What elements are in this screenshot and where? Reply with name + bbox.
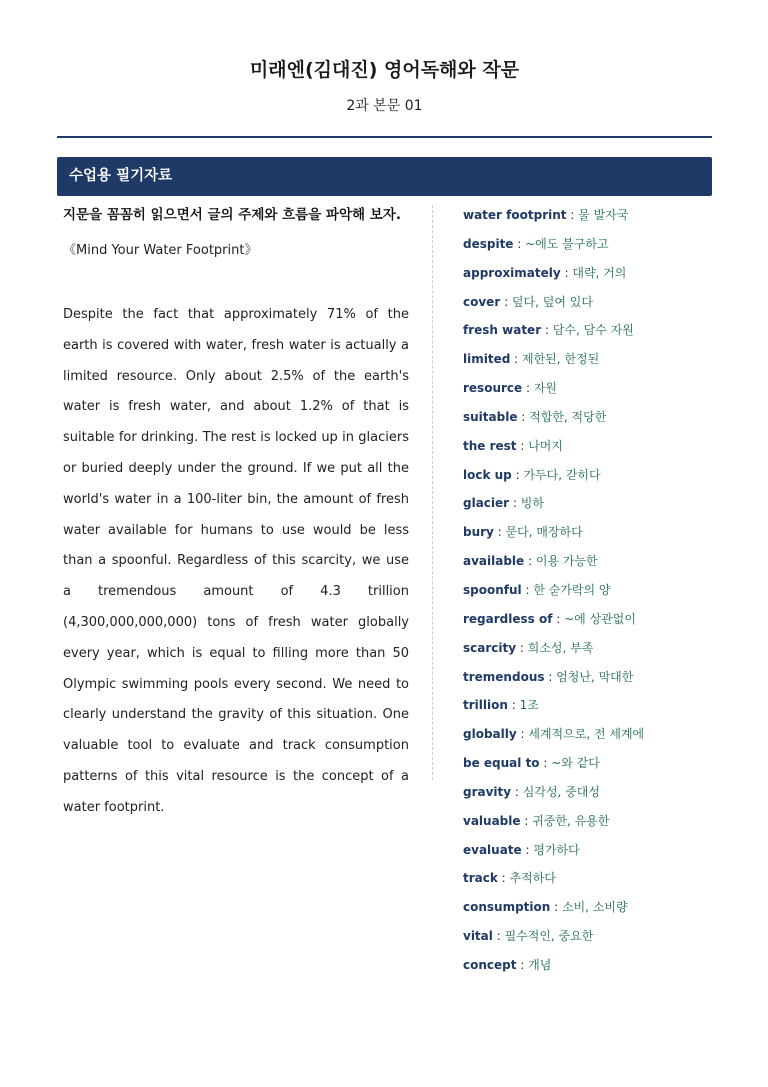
vocab-separator: : (500, 294, 512, 309)
vocab-item (463, 263, 713, 292)
vocab-separator: : (510, 352, 522, 367)
vocab-word: globally (463, 727, 517, 742)
vocab-item (463, 580, 713, 609)
vocab-separator: : (524, 554, 536, 569)
vocab-meaning: 추적하다 (509, 871, 556, 886)
vocab-separator: : (492, 929, 505, 944)
vocab-meaning: 1조 (519, 698, 539, 713)
vocab-word: suitable (463, 409, 518, 424)
vocab-separator: : (539, 756, 552, 771)
vocab-word: approximately (463, 265, 561, 280)
vocab-meaning: 나머지 (528, 438, 563, 453)
vocab-word: spoonful (463, 582, 522, 597)
vocab-item (463, 782, 713, 811)
vocab-word: concept (463, 957, 517, 972)
vocab-separator: : (550, 900, 562, 915)
vocab-separator: : (552, 611, 565, 626)
vocab-meaning: ~에도 불구하고 (525, 236, 609, 251)
vocab-separator: : (516, 640, 528, 655)
page-subtitle: 2과 본문 01 (346, 98, 423, 114)
vocab-meaning: 적합한, 적당한 (529, 409, 607, 424)
vocab-word: lock up (463, 467, 512, 482)
vocab-separator: : (544, 669, 557, 684)
vocab-separator: : (513, 236, 526, 251)
vocab-item (463, 551, 713, 580)
vocab-word: be equal to (463, 756, 540, 771)
header-divider (57, 136, 712, 138)
instruction-text: 지문을 꼼꼼히 읽으면서 글의 주제와 흐름을 파악해 보자. (63, 207, 401, 223)
vocab-item (463, 724, 713, 753)
vocab-meaning: 대략, 거의 (572, 265, 627, 280)
vocab-item (463, 868, 713, 897)
vocab-word: tremendous (463, 669, 545, 684)
vocab-meaning: 제한된, 한정된 (521, 352, 600, 367)
vocab-item (463, 349, 713, 378)
vocab-word: regardless of (463, 611, 553, 626)
vocab-meaning: 엄청난, 막대한 (556, 669, 634, 684)
vocab-meaning: 물 발자국 (578, 208, 629, 222)
vocab-word: fresh water (463, 323, 542, 338)
vocab-item (463, 955, 713, 984)
vocab-separator: : (521, 582, 534, 597)
page-title: 미래엔(김대진) 영어독해와 작문 (249, 59, 520, 81)
vocab-item (463, 436, 713, 465)
vocab-item (463, 465, 713, 494)
vocab-word: limited (463, 352, 511, 367)
vocab-separator: : (516, 438, 529, 453)
vocab-word: bury (463, 525, 494, 540)
vocab-meaning: 한 숟가락의 양 (533, 582, 611, 597)
vocab-word: glacier (463, 496, 510, 511)
vocab-meaning: 심각성, 중대성 (522, 784, 600, 799)
vocab-word: cover (463, 294, 501, 309)
vocab-meaning: 자원 (533, 381, 558, 396)
vocab-word: the rest (463, 438, 517, 453)
vocab-meaning: 개념 (528, 957, 552, 972)
vocab-separator: : (520, 813, 533, 828)
vocab-separator: : (522, 381, 534, 396)
passage-column (63, 204, 409, 824)
vocab-word: track (463, 871, 498, 886)
vocab-meaning: 가두다, 갇히다 (523, 467, 601, 482)
vocab-meaning: 귀중한, 유용한 (532, 813, 610, 828)
vocab-item (463, 926, 713, 955)
vocab-item (463, 205, 713, 234)
page-header (57, 56, 712, 116)
vocab-item (463, 609, 713, 638)
vocab-meaning: 소비, 소비량 (562, 900, 628, 915)
vocab-separator: : (493, 525, 506, 540)
passage-title: 《Mind Your Water Footprint》 (63, 243, 258, 258)
vocab-separator: : (516, 727, 529, 742)
vocab-item (463, 378, 713, 407)
vocab-word: trillion (463, 698, 508, 713)
vocab-item (463, 493, 713, 522)
vocab-meaning: 필수적인, 중요한 (504, 929, 594, 944)
vocab-meaning: ~와 같다 (551, 756, 600, 771)
vocab-item (463, 753, 713, 782)
vocab-meaning: 빙하 (520, 496, 544, 511)
passage-text: Despite the fact that approximately 71% of the earth is covered with water, fresh water is actually a limited resource. Only about 2.5% of the earth's water is fresh water, and about 1.2% of that is suitable for drinking. The rest is locked up in glaciers or buried deeply under the ground. If we put all the world's water in a 100-liter bin, the amount of fresh water available for humans to use would be less than a spoonful. Regardless of this scarcity, we use a tremendous amount of 4.3 trillion (4,300,000,000,000) tons of fresh water globally every year, which is equal to filling more than 50 Olympic swimming pools every second. We need to clearly understand the gravity of this situation. One valuable tool to evaluate and track consumption patterns of this vital resource is the concept of a water footprint. (63, 307, 409, 815)
vocab-separator: : (516, 957, 529, 972)
vocab-separator: : (497, 871, 510, 886)
vocab-separator: : (541, 323, 553, 338)
vocab-meaning: 이용 가능한 (535, 554, 598, 569)
vocab-word: valuable (463, 813, 521, 828)
section-banner: 수업용 필기자료 (57, 157, 712, 196)
vocab-separator: : (511, 784, 523, 799)
vocab-item (463, 320, 713, 349)
vocab-word: available (463, 554, 525, 569)
vocab-word: resource (463, 381, 523, 396)
column-divider (432, 205, 433, 780)
vocab-item (463, 695, 713, 724)
vocab-separator: : (566, 208, 579, 222)
vocab-meaning: 담수, 담수 자원 (552, 323, 634, 338)
vocab-word: consumption (463, 900, 551, 915)
vocab-separator: : (521, 842, 534, 857)
vocab-item (463, 407, 713, 436)
vocab-word: scarcity (463, 640, 517, 655)
vocab-separator: : (509, 496, 521, 511)
vocab-item (463, 667, 713, 696)
vocab-list (463, 205, 713, 984)
vocab-item (463, 292, 713, 321)
vocab-meaning: 묻다, 매장하다 (505, 525, 583, 540)
vocab-item (463, 522, 713, 551)
vocab-word: despite (463, 236, 514, 251)
vocab-word: evaluate (463, 842, 522, 857)
vocab-word: water footprint (463, 208, 567, 222)
vocab-item (463, 897, 713, 926)
vocab-item (463, 234, 713, 263)
vocab-meaning: 희소성, 부족 (527, 640, 594, 655)
vocab-meaning: ~에 상관없이 (564, 611, 636, 626)
vocab-item (463, 638, 713, 667)
vocab-meaning: 덮다, 덮여 있다 (511, 294, 593, 309)
vocab-meaning: 세계적으로, 전 세계에 (528, 727, 645, 742)
vocab-separator: : (511, 467, 524, 482)
vocab-separator: : (560, 265, 573, 280)
vocab-meaning: 평가하다 (533, 842, 580, 857)
vocab-word: vital (463, 929, 493, 944)
vocab-word: gravity (463, 784, 512, 799)
vocab-item (463, 840, 713, 869)
vocab-separator: : (517, 409, 530, 424)
vocab-item (463, 811, 713, 840)
vocab-separator: : (507, 698, 520, 713)
